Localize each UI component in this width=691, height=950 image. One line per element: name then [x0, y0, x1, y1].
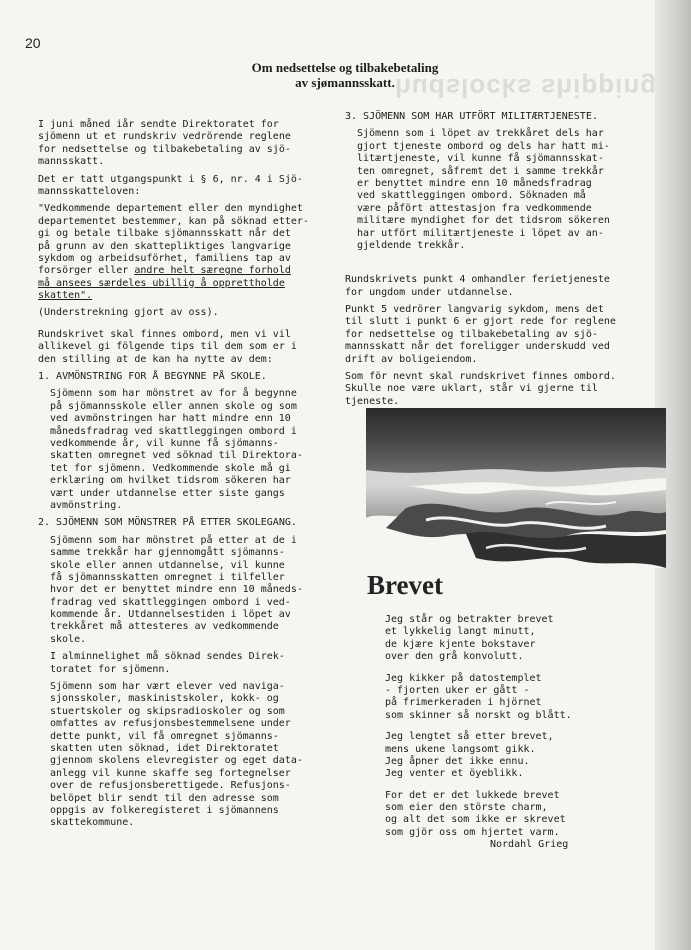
text-line: tjeneste.: [345, 395, 400, 407]
closing-paragraph: [345, 371, 645, 408]
text-line: månedsfradrag ved skattleggingen ombord i: [50, 425, 297, 437]
text-line: skatten uten söknad, idet Direktoratet: [50, 742, 279, 754]
text-line: være påfört attestasjon fra vedkommende: [357, 202, 592, 214]
text-line: på sjömannsskole eller annen skole og som: [50, 400, 297, 412]
text-line: mannsskatt når det foreligger underskudd ved: [345, 341, 610, 353]
title-line: av sjømannsskatt.: [295, 75, 395, 90]
text-line: skatten omregnet ved söknad til Direktora-: [50, 450, 303, 462]
underlined-line: skatten".: [38, 290, 93, 302]
text-line: belöpet blir sendt til den adresse som: [50, 792, 279, 804]
text-line: toratet for sjömenn.: [50, 663, 171, 675]
text-line: Som för nevnt skal rundskrivet finnes ombord.: [345, 371, 616, 383]
text-line: kommende år. Utdannelsestiden i löpet av: [50, 609, 291, 621]
poem-line: som eier den störste charm,: [385, 802, 548, 814]
text-line: for ungdom under utdannelse.: [345, 286, 514, 298]
poem-line: som gjör oss om hjertet varm.: [385, 826, 560, 838]
text-line: "Vedkommende departement eller den myndighet: [38, 203, 303, 215]
text-line: Rundskrivet skal finnes ombord, men vi vil: [38, 328, 291, 340]
left-column: [38, 119, 338, 830]
poem-line: Jeg lengtet så etter brevet,: [385, 731, 554, 743]
text-line: militære myndighet for det tidsrom sökeren: [357, 215, 610, 227]
basis-paragraph: [38, 174, 338, 199]
poem: [385, 614, 572, 852]
text-line: skole eller annen utdannelse, vil kunne: [50, 559, 285, 571]
text-line: på grunn av den skattepliktiges langvarige: [38, 240, 291, 252]
section-3-body: [345, 128, 645, 252]
poem-line: og alt det som ikke er skrevet: [385, 814, 566, 826]
article-title: [140, 60, 550, 90]
text-line: vedkommende år, vil kunne få sjömanns-: [50, 437, 279, 449]
text-line: erklæring om hvilket tidsrom sökeren har: [50, 475, 291, 487]
text-line: mannsskatt.: [38, 156, 105, 168]
page-number: 20: [25, 35, 41, 51]
section-3-heading: 3. SJÖMENN SOM HAR UTFÖRT MILITÆRTJENESTE.: [345, 111, 598, 122]
text-line: hvor det er benyttet mindre enn 10 måneds-: [50, 584, 303, 596]
poem-line: Jeg venter et öyeblikk.: [385, 768, 524, 780]
text-line: gi og betale tilbake sjömannsskatt når det: [38, 228, 291, 240]
text-line: departementet bestemmer, kan på söknad etter-: [38, 215, 309, 227]
poem-line: de kjære kjente bokstaver: [385, 638, 536, 650]
text-line: fradrag ved skattleggingen ombord i ved-: [50, 596, 291, 608]
text-line: til slutt i punkt 6 er gjort rede for reglene: [345, 316, 616, 328]
text-line: ved skattleggingen ombord. Söknaden må: [357, 190, 586, 202]
text-line: Rundskrivets punkt 4 omhandler ferietjeneste: [345, 274, 610, 286]
circular-paragraph: [38, 329, 338, 366]
text-line: Sjömenn som har vært elever ved naviga-: [50, 681, 285, 693]
bleed-through-text: hudslocks shipping: [395, 73, 658, 103]
law-quote: [38, 203, 338, 302]
text-line: omfattes av refusjonsbestemmelsene under: [50, 718, 291, 730]
emphasis-note: (Understrekning gjort av oss).: [38, 307, 219, 319]
text-line: trekkåret må attesteres av vedkommende: [50, 621, 279, 633]
text-line: I alminnelighet må söknad sendes Direk-: [50, 651, 285, 663]
text-line: få sjömannsskatten omregnet i tilfeller: [50, 571, 285, 583]
text-line: for nedsettelse og tilbakebetaling av sjö-: [345, 328, 598, 340]
poem-line: For det er det lukkede brevet: [385, 789, 560, 801]
text-line: sykdom og arbeidsuförhet, familiens tap av: [38, 252, 291, 264]
underlined-line: må ansees særdeles ubillig å opprettholde: [38, 277, 285, 289]
text-line: gjennom skolens elevregister og eget data-: [50, 755, 303, 767]
text-line: litærtjeneste, vil kunne få sjömannsskat-: [357, 153, 604, 165]
poem-line: på frimerkeraden i hjörnet: [385, 697, 542, 709]
point-4-paragraph: [345, 274, 645, 299]
text-line: dette punkt, vil få omregnet sjömanns-: [50, 730, 279, 742]
section-2-heading: 2. SJÖMENN SOM MÖNSTRER PÅ ETTER SKOLEGANG.: [38, 517, 297, 529]
text-line: skattekommune.: [50, 817, 135, 829]
text-line: skole.: [50, 633, 87, 645]
text-line: sjömenn ut et rundskriv vedrörende reglene: [38, 131, 291, 143]
poem-line: over den grå konvolutt.: [385, 651, 524, 663]
poem-line: Jeg står og betrakter brevet: [385, 614, 554, 625]
text-line: over de refusjonsberettigede. Refusjons-: [50, 780, 291, 792]
section-2-body: [38, 535, 338, 830]
point-5-paragraph: [345, 304, 645, 366]
poem-stanza: [385, 731, 572, 781]
right-column: [345, 111, 645, 408]
poem-line: Jeg kikker på datostemplet: [385, 672, 542, 684]
poem-stanza: [385, 614, 572, 664]
title-line: Om nedsettelse og tilbakebetaling: [251, 60, 439, 75]
stormy-sea-photo: [366, 408, 666, 568]
text-line: gjort tjeneste ombord og dels har hatt mi-: [357, 140, 610, 152]
text-line: Sjömenn som har mönstret på etter at de i: [50, 534, 297, 546]
text-line: anlegg vil kunne skaffe seg fortegnelser: [50, 767, 291, 779]
poem-line: Jeg åpner det ikke ennu.: [385, 755, 530, 767]
poem-line: et lykkelig langt minutt,: [385, 626, 536, 638]
text-line: Sjömenn som i löpet av trekkåret dels har: [357, 128, 604, 140]
text-line: oppgis av folkeregisteret i sjömannens: [50, 804, 279, 816]
text-line: drift av boligeiendom.: [345, 353, 478, 365]
poem-line: - fjorten uker er gått -: [385, 684, 530, 696]
poem-stanza: [385, 790, 572, 840]
section-1-body: [38, 388, 338, 512]
text-line: har utfört militærtjeneste i löpet av an-: [357, 227, 604, 239]
text-segment: forsörger eller: [38, 265, 135, 277]
text-line: allikevel gi fölgende tips til dem som er i: [38, 341, 297, 353]
text-line: Punkt 5 vedrörer langvarig sykdom, mens det: [345, 304, 604, 316]
text-line: er benyttet mindre enn 10 månedsfradrag: [357, 177, 592, 189]
text-line: stuertskoler og skipsradioskoler og som: [50, 705, 285, 717]
poem-title: Brevet: [367, 570, 443, 600]
text-line: I juni måned iår sendte Direktoratet for: [38, 119, 279, 130]
text-line: vært under utdannelse etter siste gangs: [50, 487, 285, 499]
poem-stanza: [385, 673, 572, 723]
text-line: den stilling at de kan ha nytte av dem:: [38, 353, 273, 365]
intro-paragraph: [38, 119, 338, 169]
text-line: samme trekkår har gjennomgått sjömanns-: [50, 547, 285, 559]
text-line: [38, 265, 338, 277]
text-line: avmönstring.: [50, 499, 123, 511]
section-1-heading: 1. AVMÖNSTRING FOR Å BEGYNNE PÅ SKOLE.: [38, 371, 267, 383]
text-line: gjeldende trekkår.: [357, 239, 466, 251]
text-line: sjonsskoler, maskinistskoler, kokk- og: [50, 693, 279, 705]
poem-line: som skinner så norskt og blått.: [385, 709, 572, 721]
text-line: ten omregnet, såfremt det i samme trekkår: [357, 165, 604, 177]
poem-author: Nordahl Grieg: [490, 839, 569, 851]
text-line: ved avmönstringen har hatt mindre enn 10: [50, 413, 291, 425]
text-line: Det er tatt utgangspunkt i § 6, nr. 4 i Sjö-: [38, 173, 303, 185]
text-line: mannsskatteloven:: [38, 185, 141, 197]
poem-line: mens ukene langsomt gikk.: [385, 743, 536, 755]
text-line: for nedsettelse og tilbakebetaling av sjö-: [38, 143, 291, 155]
text-line: Skulle noe være uklart, står vi gjerne til: [345, 383, 598, 395]
text-line: Sjömenn som har mönstret av for å begynne: [50, 388, 297, 400]
underlined-segment: andre helt særegne forhold: [134, 265, 291, 277]
text-line: tet for sjömenn. Vedkommende skole må gi: [50, 462, 291, 474]
